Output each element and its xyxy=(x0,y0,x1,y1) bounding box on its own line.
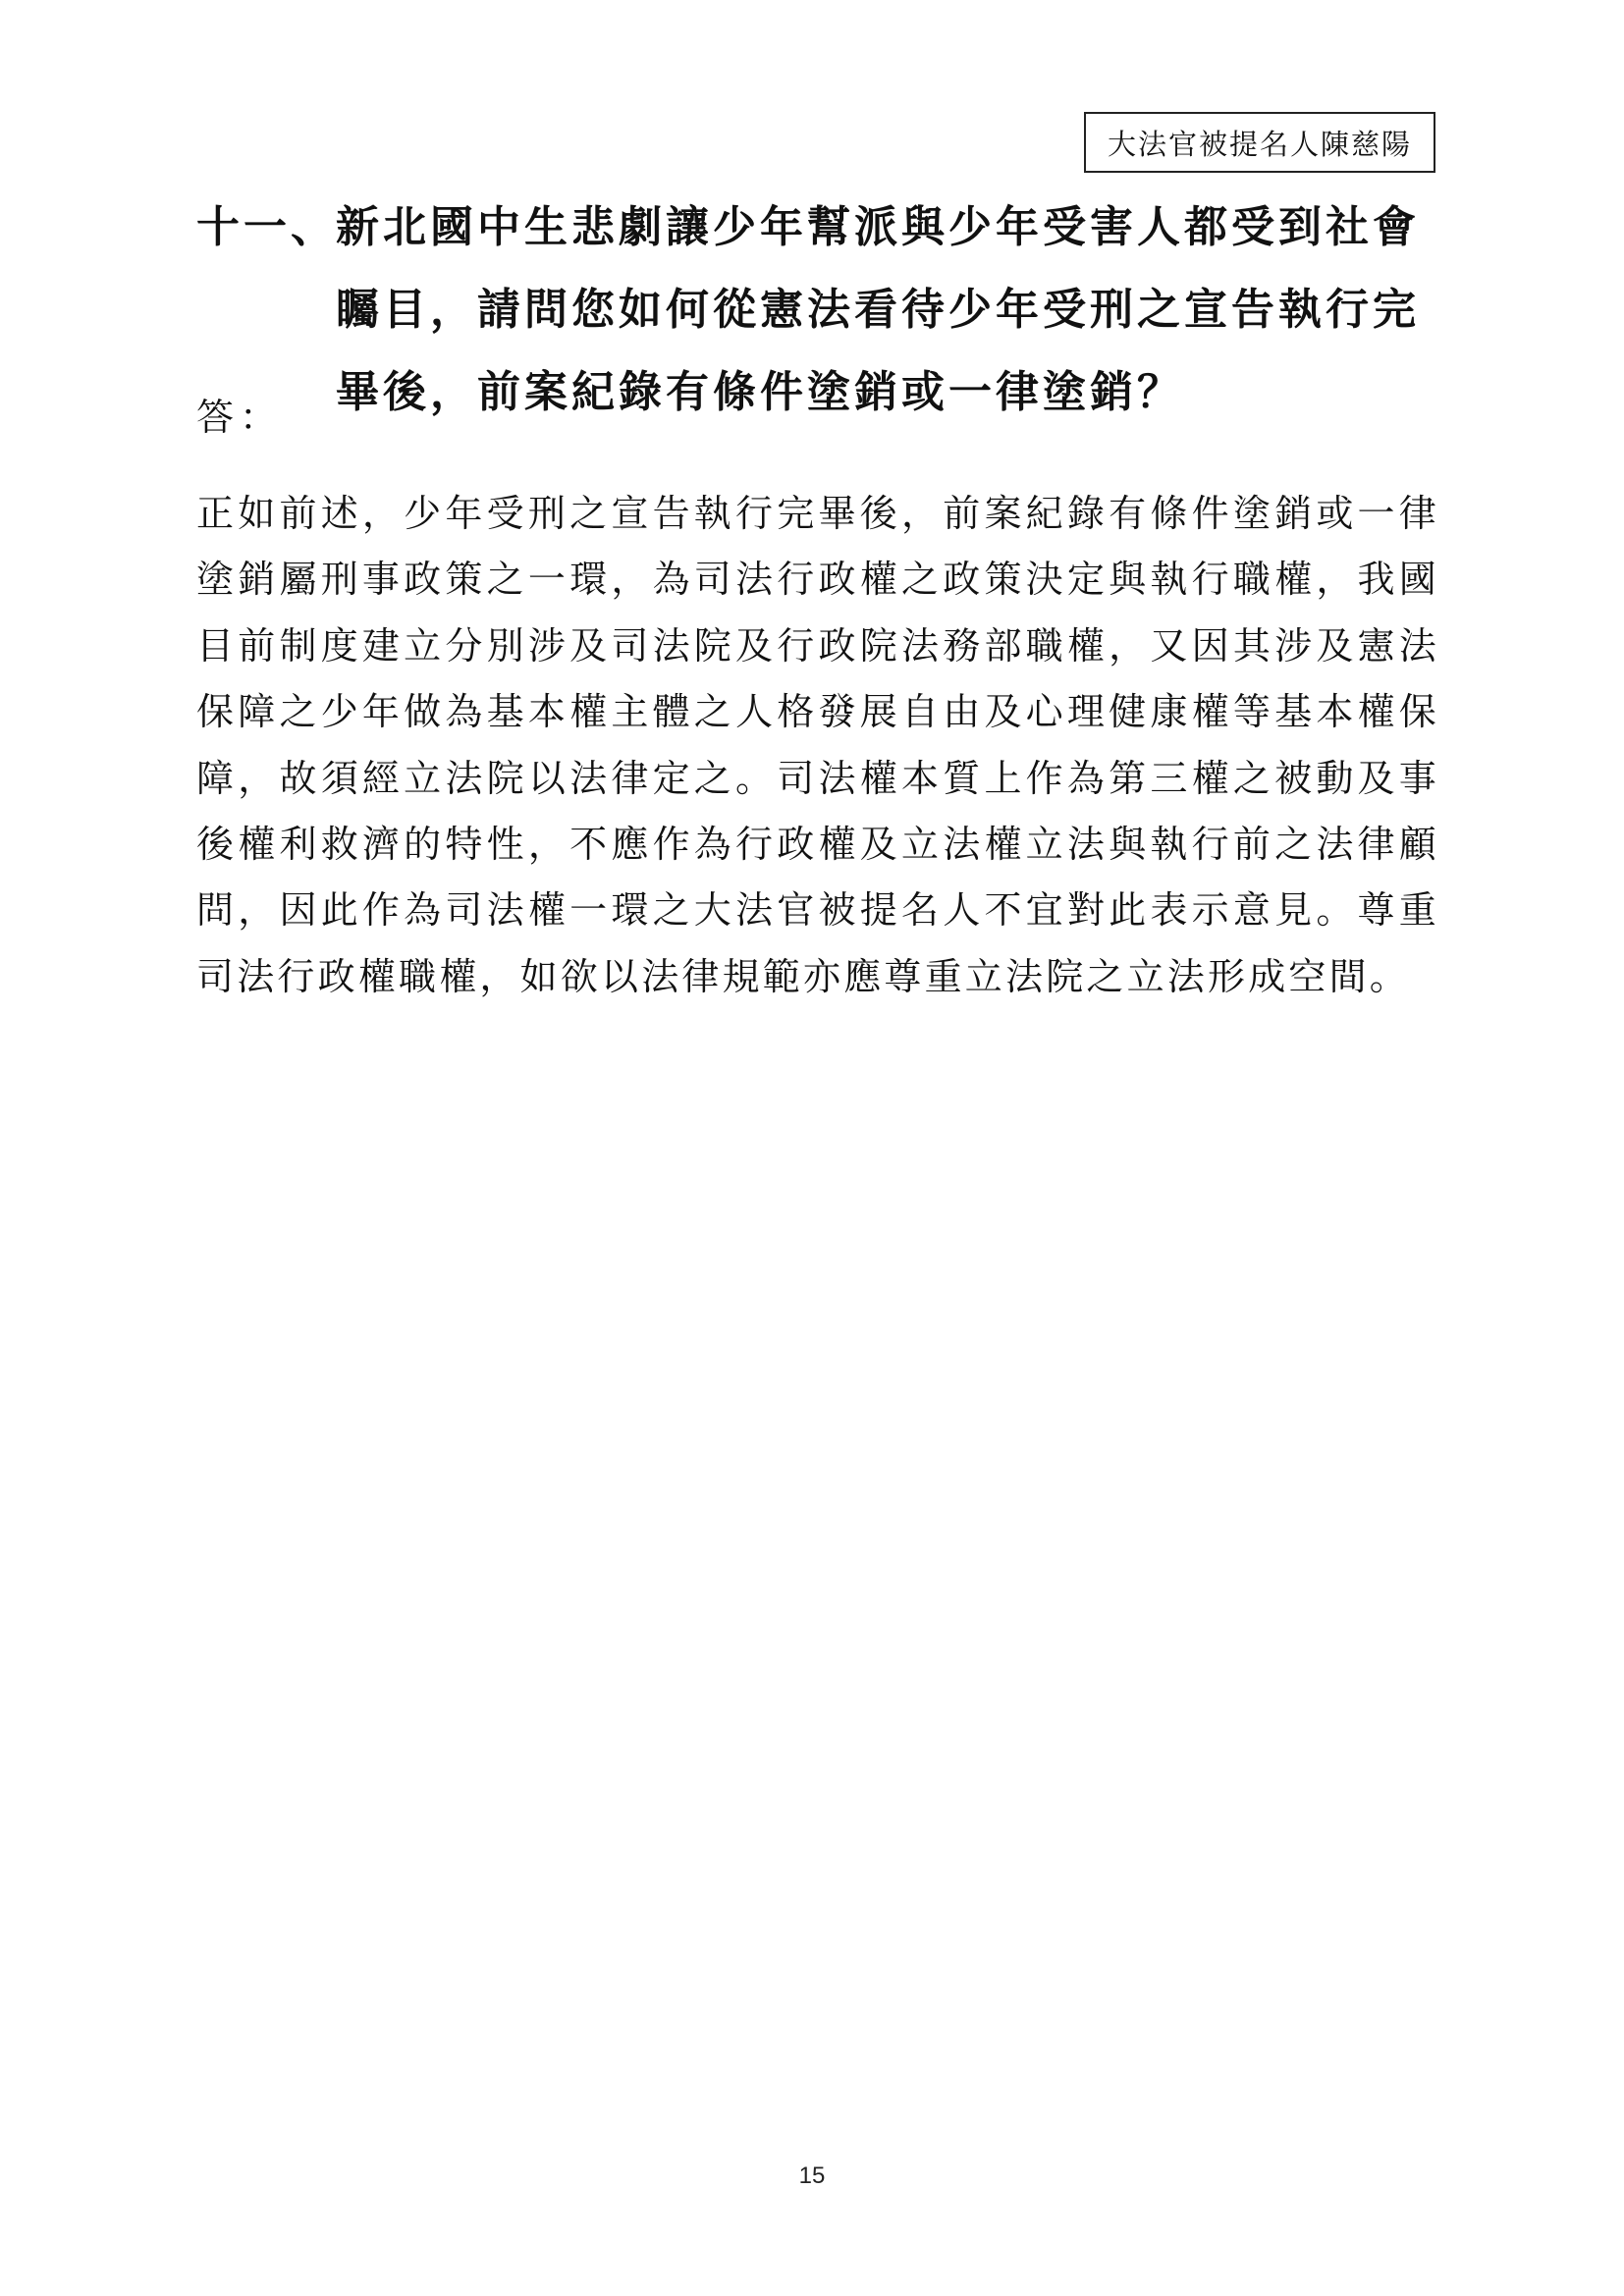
nominee-label: 大法官被提名人陳慈陽 xyxy=(1107,127,1412,161)
answer-label: 答： xyxy=(196,396,284,439)
question-block xyxy=(196,187,1453,434)
answer-body: 正如前述，少年受刑之宣告執行完畢後，前案紀錄有條件塗銷或一律塗銷屬刑事政策之一環，為司法行政權之政策決定與執行職權，我國目前制度建立分別涉及司法院及行政院法務部職權，又因其涉及憲法保障之少年做為基本權主體之人格發展自由及心理健康權等基本權保障，故須經立法院以法律定之。司法權本質上作為第三權之被動及事後權利救濟的特性，不應作為行政權及立法權立法與執行前之法律顧問，因此作為司法權一環之大法官被提名人不宜對此表示意見。尊重司法行政權職權，如欲以法律規範亦應尊重立法院之立法形成空間。 xyxy=(196,492,1439,998)
question-text: 新北國中生悲劇讓少年幫派與少年受害人都受到社會矚目，請問您如何從憲法看待少年受刑之宣告執行完畢後，前案紀錄有條件塗銷或一律塗銷？ xyxy=(336,202,1420,417)
nominee-header-box xyxy=(1084,112,1435,173)
question-number: 十一、 xyxy=(196,202,338,252)
page-number: 15 xyxy=(798,2163,826,2189)
